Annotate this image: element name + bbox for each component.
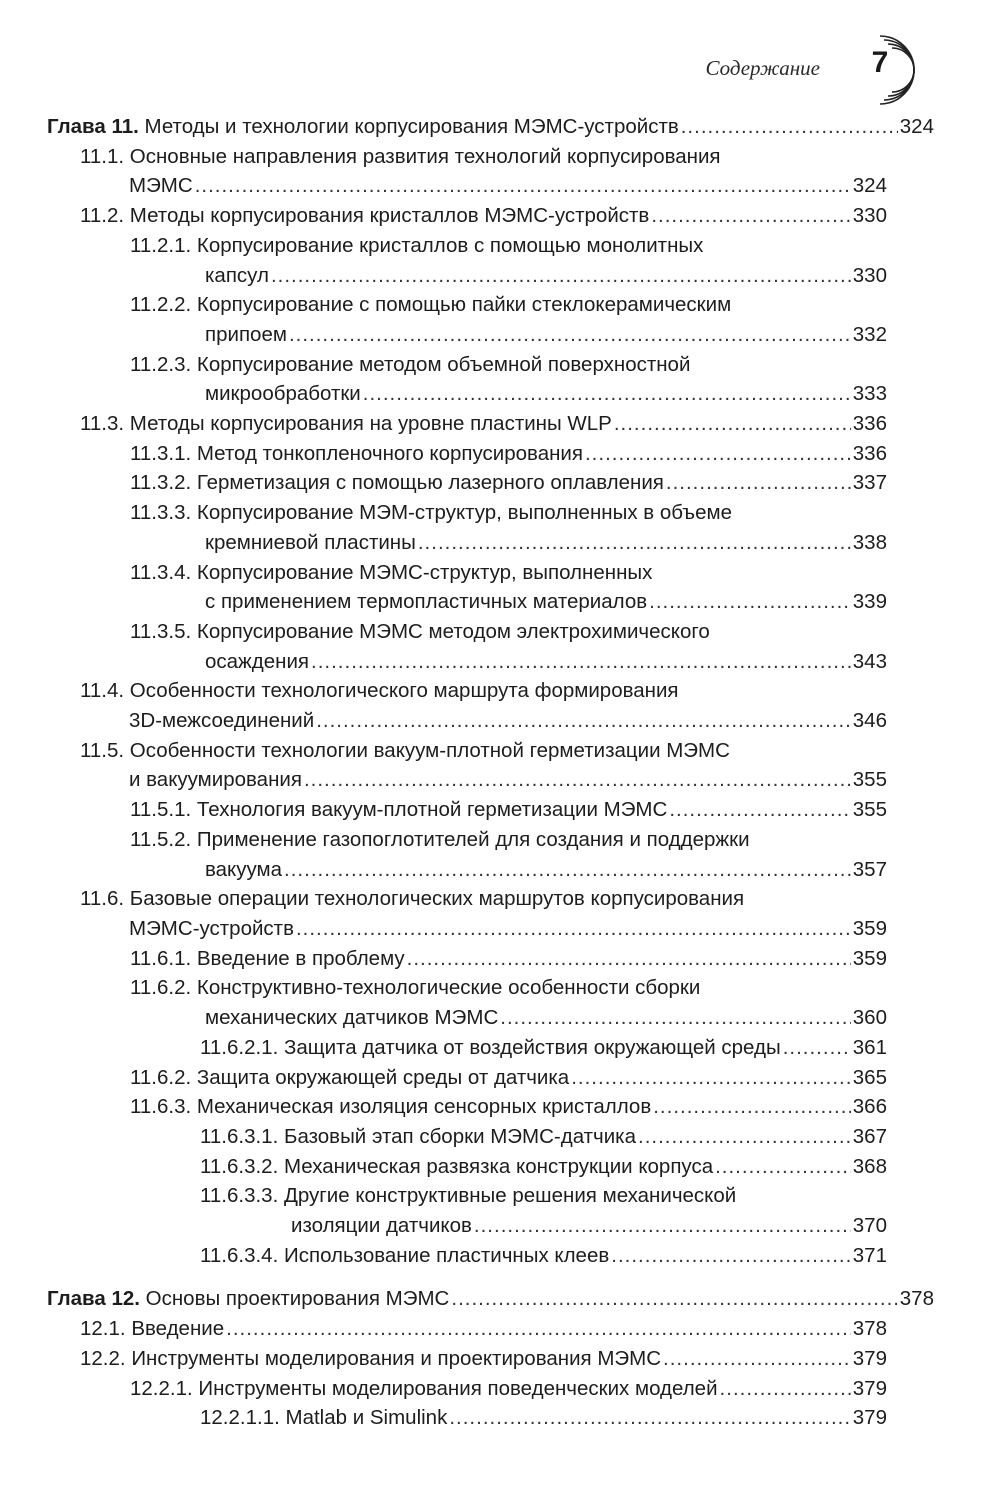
entry-page: 337 bbox=[852, 471, 887, 495]
toc-section-11-6[interactable] bbox=[0, 884, 1000, 943]
toc-section-11-6-3-1[interactable] bbox=[0, 1122, 1000, 1152]
entry-title-line1: Корпусирование кристаллов с помощью монолитных bbox=[196, 233, 704, 257]
toc-section-11-3-5[interactable] bbox=[0, 617, 1000, 676]
toc-section-11-3-2[interactable] bbox=[0, 468, 1000, 498]
entry-title: Введение в проблему bbox=[196, 946, 405, 970]
entry-page: 338 bbox=[852, 530, 887, 554]
entry-number: 11.3.4. bbox=[130, 560, 192, 584]
leader-dots bbox=[195, 171, 851, 201]
toc-section-11-1[interactable] bbox=[0, 142, 1000, 201]
leader-dots bbox=[651, 201, 850, 231]
leader-dots bbox=[571, 1063, 851, 1093]
entry-page: 378 bbox=[852, 1317, 887, 1341]
entry-page: 367 bbox=[852, 1124, 887, 1148]
leader-dots bbox=[474, 1211, 851, 1241]
entry-title-line1: Корпусирование МЭМС методом электрохимического bbox=[196, 619, 710, 643]
toc-section-12-2-1-1[interactable] bbox=[0, 1403, 1000, 1433]
entry-number: 11.6.3.1. bbox=[200, 1124, 279, 1148]
entry-number: 11.2. bbox=[80, 204, 125, 228]
entry-number: 11.5.1. bbox=[130, 798, 192, 822]
toc-section-11-3[interactable] bbox=[0, 409, 1000, 439]
toc-section-11-6-2[interactable] bbox=[0, 973, 1000, 1032]
entry-page: 378 bbox=[899, 1287, 934, 1311]
chapter-label: Глава 12. bbox=[47, 1287, 140, 1311]
entry-number: 11.4. bbox=[80, 679, 125, 703]
toc-section-11-2-2[interactable] bbox=[0, 290, 1000, 349]
entry-title: Методы и технологии корпусирования МЭМС-устройств bbox=[144, 115, 679, 138]
leader-dots bbox=[638, 1122, 851, 1152]
entry-title: Основы проектирования МЭМС bbox=[145, 1287, 450, 1311]
entry-title: Защита окружающей среды от датчика bbox=[196, 1065, 570, 1089]
toc-section-11-5[interactable] bbox=[0, 736, 1000, 795]
entry-page: 346 bbox=[852, 709, 887, 733]
entry-page: 343 bbox=[852, 649, 887, 673]
entry-title: Базовый этап сборки МЭМС-датчика bbox=[283, 1124, 636, 1148]
toc-chapter-12[interactable] bbox=[0, 1284, 1000, 1314]
entry-page: 361 bbox=[852, 1035, 887, 1059]
leader-dots bbox=[715, 1152, 851, 1182]
toc-section-12-2-1[interactable] bbox=[0, 1374, 1000, 1404]
toc-section-11-2-3[interactable] bbox=[0, 350, 1000, 409]
leader-dots bbox=[296, 914, 851, 944]
leader-dots bbox=[666, 468, 851, 498]
toc-section-11-6-2-1[interactable] bbox=[0, 1033, 1000, 1063]
leader-dots bbox=[451, 1284, 897, 1314]
leader-dots bbox=[585, 439, 851, 469]
leader-dots bbox=[611, 1241, 851, 1271]
toc-section-11-6-3[interactable] bbox=[0, 1092, 1000, 1122]
entry-number: 11.6.2. bbox=[130, 1065, 192, 1089]
entry-page: 360 bbox=[852, 1006, 887, 1030]
entry-title: Метод тонкопленочного корпусирования bbox=[196, 441, 583, 465]
entry-title-line1: Другие конструктивные решения механической bbox=[283, 1184, 737, 1208]
entry-title-line1: Основные направления развития технологий корпусирования bbox=[129, 144, 721, 168]
toc-section-11-3-3[interactable] bbox=[0, 498, 1000, 557]
toc-chapter-11[interactable] bbox=[0, 112, 1000, 142]
leader-dots bbox=[407, 944, 851, 974]
leader-dots bbox=[720, 1374, 851, 1404]
entry-number: 11.2.1. bbox=[130, 233, 192, 257]
entry-title-line1: Корпусирование МЭМС-структур, выполненных bbox=[196, 560, 653, 584]
toc-section-11-3-4[interactable] bbox=[0, 558, 1000, 617]
leader-dots bbox=[500, 1003, 851, 1033]
leader-dots bbox=[284, 855, 851, 885]
leader-dots bbox=[311, 647, 851, 677]
entry-title: Matlab и Simulink bbox=[285, 1406, 448, 1430]
toc-section-11-3-1[interactable] bbox=[0, 439, 1000, 469]
entry-title: Механическая изоляция сенсорных кристаллов bbox=[196, 1095, 652, 1119]
entry-title-line1: Конструктивно-технологические особенности сборки bbox=[196, 976, 701, 1000]
chapter-spacer bbox=[0, 1270, 1000, 1284]
entry-number: 11.6.2. bbox=[130, 976, 192, 1000]
entry-page: 357 bbox=[852, 857, 887, 881]
entry-page: 333 bbox=[852, 382, 887, 406]
entry-page: 370 bbox=[852, 1214, 887, 1238]
entry-title-line1: Особенности технологии вакуум-плотной герметизации МЭМС bbox=[129, 738, 730, 762]
toc-section-11-6-1[interactable] bbox=[0, 944, 1000, 974]
leader-dots bbox=[614, 409, 851, 439]
entry-title-line2: изоляции датчиков bbox=[291, 1214, 472, 1238]
entry-page: 355 bbox=[852, 798, 887, 822]
entry-page: 355 bbox=[852, 768, 887, 792]
leader-dots bbox=[418, 528, 851, 558]
entry-page: 371 bbox=[852, 1243, 887, 1267]
leader-dots bbox=[449, 1403, 850, 1433]
leader-dots bbox=[304, 765, 851, 795]
entry-title: Методы корпусирования кристаллов МЭМС-устройств bbox=[129, 204, 650, 228]
toc-section-11-5-2[interactable] bbox=[0, 825, 1000, 884]
entry-title: Инструменты моделирования и проектирования МЭМС bbox=[131, 1346, 662, 1370]
entry-page: 336 bbox=[852, 412, 887, 436]
entry-page: 365 bbox=[852, 1065, 887, 1089]
entry-title-line2: МЭМС-устройств bbox=[129, 916, 294, 940]
entry-page: 379 bbox=[852, 1346, 887, 1370]
entry-page: 324 bbox=[852, 174, 887, 198]
leader-dots bbox=[783, 1033, 851, 1063]
entry-number: 11.3.1. bbox=[130, 441, 192, 465]
entry-title-line2: кремниевой пластины bbox=[205, 530, 416, 554]
entry-number: 11.5. bbox=[80, 738, 125, 762]
entry-number: 11.6.3. bbox=[130, 1095, 192, 1119]
entry-number: 11.2.2. bbox=[130, 293, 192, 317]
leader-dots bbox=[289, 320, 851, 350]
entry-title: Технология вакуум-плотной герметизации МЭМС bbox=[196, 798, 668, 822]
entry-page: 359 bbox=[852, 916, 887, 940]
entry-title-line2: механических датчиков МЭМС bbox=[205, 1006, 499, 1030]
entry-page: 368 bbox=[852, 1154, 887, 1178]
leader-dots bbox=[271, 261, 851, 291]
entry-number: 11.5.2. bbox=[130, 827, 192, 851]
entry-page: 336 bbox=[852, 441, 887, 465]
table-of-contents bbox=[0, 112, 1000, 1433]
leader-dots bbox=[669, 795, 850, 825]
leader-dots bbox=[316, 706, 851, 736]
entry-page: 330 bbox=[852, 263, 887, 287]
entry-title-line2: осаждения bbox=[205, 649, 310, 673]
entry-title-line1: Базовые операции технологических маршрутов корпусирования bbox=[129, 887, 745, 911]
entry-title-line2: МЭМС bbox=[129, 174, 193, 198]
entry-title-line1: Корпусирование с помощью пайки стеклокерамическим bbox=[196, 293, 732, 317]
leader-dots bbox=[363, 379, 851, 409]
entry-page: 332 bbox=[852, 322, 887, 346]
leader-dots bbox=[653, 1092, 851, 1122]
page-number: 7 bbox=[871, 46, 889, 79]
entry-title-line2: капсул bbox=[205, 263, 269, 287]
toc-section-12-1[interactable] bbox=[0, 1314, 1000, 1344]
page-header bbox=[0, 30, 1000, 110]
entry-title: Механическая развязка конструкции корпуса bbox=[283, 1154, 714, 1178]
entry-number: 11.3.3. bbox=[130, 501, 192, 525]
entry-number: 11.3. bbox=[80, 412, 125, 436]
entry-page: 359 bbox=[852, 946, 887, 970]
toc-section-11-4[interactable] bbox=[0, 676, 1000, 735]
toc-section-11-6-2-b[interactable] bbox=[0, 1063, 1000, 1093]
leader-dots bbox=[649, 587, 851, 617]
entry-title: Методы корпусирования на уровне пластины WLP bbox=[129, 412, 612, 436]
entry-number: 11.1. bbox=[80, 144, 125, 168]
toc-section-11-6-3-2[interactable] bbox=[0, 1152, 1000, 1182]
toc-section-12-2[interactable] bbox=[0, 1344, 1000, 1374]
entry-number: 11.6.2.1. bbox=[200, 1035, 279, 1059]
entry-number: 11.2.3. bbox=[130, 352, 192, 376]
entry-page: 379 bbox=[852, 1376, 887, 1400]
toc-section-11-2-1[interactable] bbox=[0, 231, 1000, 290]
entry-title: Герметизация с помощью лазерного оплавления bbox=[196, 471, 664, 495]
entry-title: Введение bbox=[131, 1317, 225, 1341]
entry-number: 11.6.3.4. bbox=[200, 1243, 279, 1267]
entry-number: 12.2.1.1. bbox=[200, 1406, 280, 1430]
entry-title-line1: Особенности технологического маршрута формирования bbox=[129, 679, 679, 703]
entry-page: 339 bbox=[852, 590, 887, 614]
entry-title-line2: вакуума bbox=[205, 857, 283, 881]
entry-page: 330 bbox=[852, 204, 887, 228]
leader-dots bbox=[663, 1344, 851, 1374]
entry-number: 11.3.5. bbox=[130, 619, 192, 643]
entry-page: 379 bbox=[852, 1406, 887, 1430]
leader-dots bbox=[226, 1314, 851, 1344]
entry-number: 11.6. bbox=[80, 887, 125, 911]
toc-section-11-6-3-3[interactable] bbox=[0, 1181, 1000, 1240]
toc-section-11-5-1[interactable] bbox=[0, 795, 1000, 825]
chapter-label: Глава 11. bbox=[47, 115, 139, 138]
entry-number: 11.6.1. bbox=[130, 946, 192, 970]
entry-page: 324 bbox=[899, 115, 934, 138]
entry-number: 11.6.3.3. bbox=[200, 1184, 279, 1208]
entry-title-line2: микрообработки bbox=[205, 382, 361, 406]
entry-title-line2: с применением термопластичных материалов bbox=[205, 590, 648, 614]
entry-title-line2: 3D-межсоединений bbox=[129, 709, 315, 733]
entry-number: 11.6.3.2. bbox=[200, 1154, 279, 1178]
entry-title-line1: Применение газопоглотителей для создания и поддержки bbox=[196, 827, 750, 851]
entry-title-line1: Корпусирование МЭМ-структур, выполненных в объеме bbox=[196, 501, 733, 525]
running-head: Содержание bbox=[705, 56, 820, 80]
entry-title: Защита датчика от воздействия окружающей среды bbox=[283, 1035, 781, 1059]
entry-number: 11.3.2. bbox=[130, 471, 192, 495]
entry-title-line2: и вакуумирования bbox=[129, 768, 302, 792]
leader-dots bbox=[681, 112, 898, 142]
entry-title: Использование пластичных клеев bbox=[283, 1243, 610, 1267]
entry-title: Инструменты моделирования поведенческих моделей bbox=[198, 1376, 718, 1400]
entry-number: 12.2. bbox=[80, 1346, 126, 1370]
toc-section-11-6-3-4[interactable] bbox=[0, 1241, 1000, 1271]
toc-section-11-2[interactable] bbox=[0, 201, 1000, 231]
entry-page: 366 bbox=[852, 1095, 887, 1119]
entry-title-line1: Корпусирование методом объемной поверхностной bbox=[196, 352, 691, 376]
entry-number: 12.1. bbox=[80, 1317, 126, 1341]
entry-number: 12.2.1. bbox=[130, 1376, 193, 1400]
entry-title-line2: припоем bbox=[205, 322, 287, 346]
